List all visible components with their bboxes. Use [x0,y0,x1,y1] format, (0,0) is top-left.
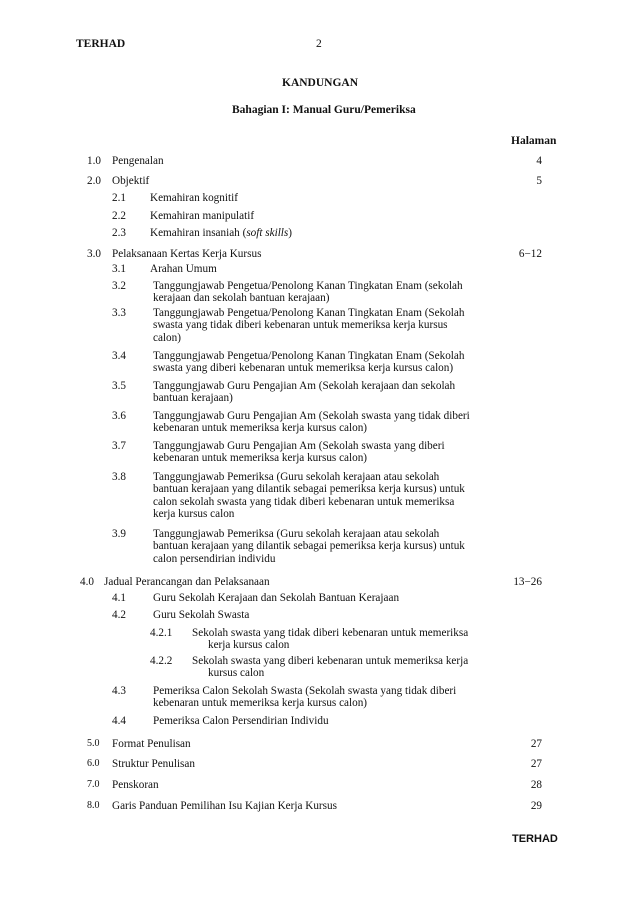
toc-section-3 [0,248,638,264]
section-label: Pengenalan [112,155,164,167]
section-page: 27 [530,738,542,750]
subsection-number: 3.8 [112,471,126,483]
section-page: 29 [530,800,542,812]
toc-section-5 [0,738,638,754]
subsection-number: 2.3 [112,227,126,239]
subsection-label [153,410,489,435]
label-line: Tanggungjawab Guru Pengajian Am (Sekolah swasta yang diberi [153,440,445,452]
label-line: Tanggungjawab Guru Pengajian Am (Sekolah kerajaan dan sekolah [153,380,456,392]
label-line: bantuan kerajaan yang dilantik sebagai pemeriksa kerja kursus) untuk [153,483,465,496]
subsection-number: 3.5 [112,380,126,392]
section-label: Garis Panduan Pemilihan Isu Kajian Kerja Kursus [112,800,337,812]
subsection-number: 3.7 [112,440,126,452]
subsection-label: Guru Sekolah Swasta [153,609,250,621]
label-line: kebenaran untuk memeriksa kerja kursus calon) [153,697,368,710]
label-line: swasta yang tidak diberi kebenaran untuk memeriksa kerja kursus [153,319,448,332]
section-number: 8.0 [87,800,100,811]
section-label: Struktur Penulisan [112,758,195,770]
section-page: 4 [536,155,542,167]
section-number: 2.0 [87,175,101,187]
toc-section-6 [0,758,638,774]
header-classification: TERHAD [76,38,126,50]
section-number: 7.0 [87,779,100,790]
subsection-number: 4.4 [112,715,126,727]
subsection-label [153,350,489,375]
section-page: 5 [536,175,542,187]
label-line: Sekolah swasta yang tidak diberi kebenaran untuk memeriksa [192,627,469,639]
subsection-label: Guru Sekolah Kerajaan dan Sekolah Bantuan Kerajaan [153,592,400,604]
label-line: Tanggungjawab Guru Pengajian Am (Sekolah swasta yang tidak diberi [153,410,470,422]
subsection-label: Kemahiran manipulatif [150,210,255,222]
subsection-number: 3.3 [112,307,126,319]
label-line: kerja kursus calon [153,508,235,521]
label-line: calon sekolah swasta yang tidak diberi kebenaran untuk memeriksa [153,495,455,508]
toc-subsection-4-2 [0,609,638,625]
subsection-number: 3.4 [112,350,126,362]
toc-subsection-3-1 [0,263,638,279]
toc-section-1 [0,155,638,171]
section-label: Penskoran [112,779,159,791]
section-number: 1.0 [87,155,101,167]
label-end: ) [288,227,293,239]
label-line: Tanggungjawab Pengetua/Penolong Kanan Tingkatan Enam (Sekolah [153,350,465,362]
toc-subtitle: Bahagian I: Manual Guru/Pemeriksa [232,104,416,116]
toc-subsection-2-1 [0,192,638,208]
section-page: 27 [530,758,542,770]
label-line: Tanggungjawab Pemeriksa (Guru sekolah kerajaan atau sekolah [153,471,440,483]
section-label: Objektif [112,175,150,187]
toc-section-8 [0,800,638,816]
toc-title: KANDUNGAN [282,77,359,89]
label-line: kerja kursus calon [208,639,290,652]
label-line: Pemeriksa Calon Sekolah Swasta (Sekolah swasta yang tidak diberi [153,685,457,697]
subsection-label [153,471,489,521]
subsection-label [153,280,489,305]
subsection-label [153,685,489,710]
footer-classification: TERHAD [512,833,558,845]
toc-subsection-2-2 [0,210,638,226]
subsection-label [153,380,489,405]
subsection-number: 3.6 [112,410,126,422]
subsection-number: 4.2.1 [150,627,173,639]
subsection-number: 2.2 [112,210,126,222]
subsection-label [150,227,292,239]
toc-subsection-2-3 [0,227,638,243]
subsection-label [153,528,489,565]
label-line: kebenaran untuk memeriksa kerja kursus calon) [153,422,368,435]
subsection-label: Arahan Umum [150,263,217,275]
section-label: Format Penulisan [112,738,191,750]
label-line: Sekolah swasta yang diberi kebenaran untuk memeriksa kerja [192,655,469,667]
label-line: kursus calon [208,667,265,680]
subsection-label: Kemahiran kognitif [150,192,238,204]
toc-section-2 [0,175,638,191]
label-line: bantuan kerajaan) [153,392,233,405]
toc-section-7 [0,779,638,795]
section-label: Jadual Perancangan dan Pelaksanaan [104,576,270,588]
subsection-label: Pemeriksa Calon Persendirian Individu [153,715,329,727]
label-line: Tanggungjawab Pengetua/Penolong Kanan Tingkatan Enam (Sekolah [153,307,465,319]
subsection-label [192,627,490,652]
label-line: calon) [153,331,181,344]
subsection-label [153,307,489,344]
section-label: Pelaksanaan Kertas Kerja Kursus [112,248,262,260]
section-page: 28 [530,779,542,791]
subsection-number: 4.2 [112,609,126,621]
page-column-header: Halaman [511,135,557,147]
toc-section-4 [0,576,638,592]
subsection-number: 4.2.2 [150,655,173,667]
label-line: bantuan kerajaan yang dilantik sebagai pemeriksa kerja kursus) untuk [153,540,465,553]
section-number: 3.0 [87,248,101,260]
subsection-number: 3.2 [112,280,126,292]
label-line: Tanggungjawab Pemeriksa (Guru sekolah kerajaan atau sekolah [153,528,440,540]
section-number: 4.0 [80,576,94,588]
label-line: kebenaran untuk memeriksa kerja kursus calon) [153,452,368,465]
section-number: 5.0 [87,738,100,749]
section-number: 6.0 [87,758,100,769]
section-page: 13−26 [513,576,542,588]
subsection-number: 4.3 [112,685,126,697]
label-line: kerajaan dan sekolah bantuan kerajaan) [153,292,330,305]
subsection-label [153,440,489,465]
label-italic: soft skills [246,227,289,239]
label-line: swasta yang diberi kebenaran untuk memeriksa kerja kursus calon) [153,362,454,375]
toc-subsection-4-4 [0,715,638,731]
label-main: Kemahiran insaniah ( [150,227,247,239]
subsection-number: 4.1 [112,592,126,604]
header-page-number: 2 [316,38,322,50]
label-line: calon persendirian individu [153,552,276,565]
toc-subsection-4-1 [0,592,638,608]
subsection-number: 3.1 [112,263,126,275]
label-line: Tanggungjawab Pengetua/Penolong Kanan Tingkatan Enam (sekolah [153,280,463,292]
subsection-label [192,655,490,680]
subsection-number: 3.9 [112,528,126,540]
subsection-number: 2.1 [112,192,126,204]
section-page: 6−12 [518,248,542,260]
